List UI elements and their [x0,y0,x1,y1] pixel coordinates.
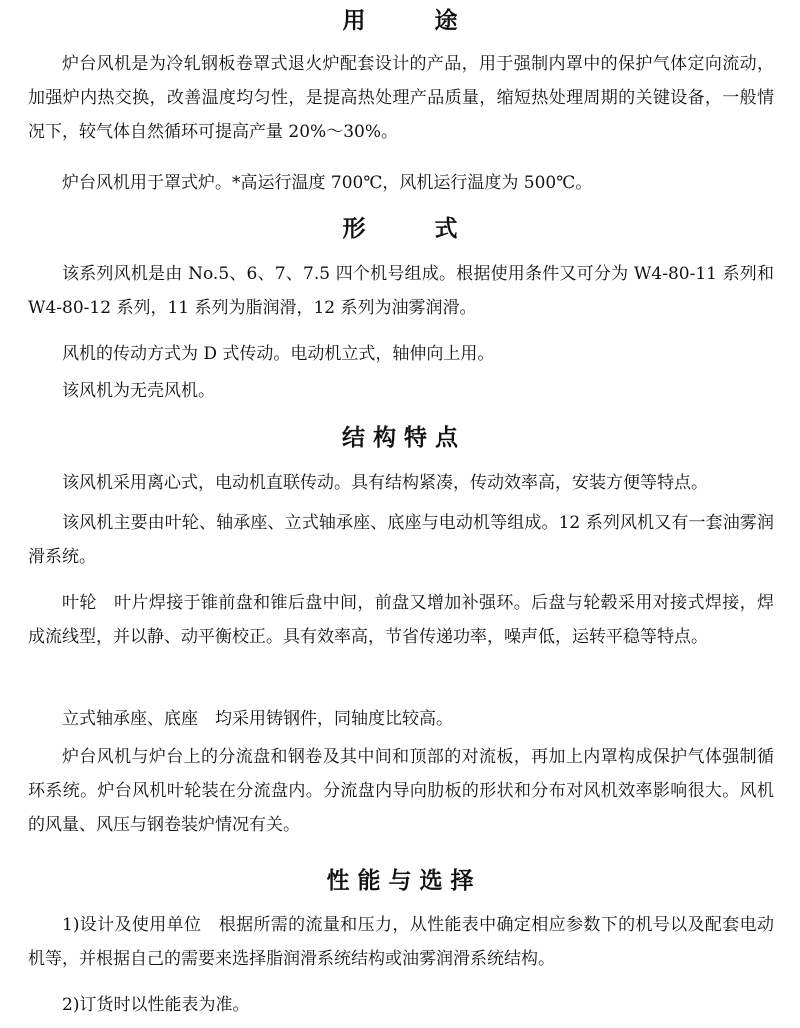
paragraph-usage-2: 炉台风机用于罩式炉。*高运行温度 700℃，风机运行温度为 500℃。 [62,173,593,193]
heading-structure: 结 构 特 点 [341,424,459,451]
paragraph-form-1: 该系列风机是由 No.5、6、7、7.5 四个机号组成。根据使用条件又可分为 W4-80-11 系列和 W4-80-12 系列，11 系列为脂润滑，12 系列为油雾润滑。 [28,264,774,318]
paragraph-structure-1: 该风机采用离心式，电动机直联传动。具有结构紧凑，传动效率高，安装方便等特点。 [62,473,708,493]
paragraph-form-3: 该风机为无壳风机。 [62,381,215,401]
paragraph-performance-1: 1)设计及使用单位 根据所需的流量和压力，从性能表中确定相应参数下的机号以及配套电动机等，并根据自己的需要来选择脂润滑系统结构或油雾润滑系统结构。 [28,915,774,969]
paragraph-form-2: 风机的传动方式为 D 式传动。电动机立式，轴伸向上用。 [62,344,495,364]
paragraph-structure-2: 该风机主要由叶轮、轴承座、立式轴承座、底座与电动机等组成。12 系列风机又有一套油雾润滑系统。 [28,513,774,567]
heading-usage: 用 途 [342,7,458,34]
paragraph-performance-2: 2)订货时以性能表为准。 [62,995,250,1015]
heading-performance: 性 能 与 选 择 [326,867,474,894]
paragraph-usage-1: 炉台风机是为冷轧钢板卷罩式退火炉配套设计的产品，用于强制内罩中的保护气体定向流动，加强炉内热交换，改善温度均匀性，是提高热处理产品质量，缩短热处理周期的关键设备，一般情况下，较气体自然循环可提高产量 20%～30%。 [28,54,774,142]
paragraph-structure-bearing: 立式轴承座、底座 均采用铸钢件，同轴度比较高。 [62,709,453,729]
paragraph-structure-system: 炉台风机与炉台上的分流盘和钢卷及其中间和顶部的对流板，再加上内罩构成保护气体强制循环系统。炉台风机叶轮装在分流盘内。分流盘内导向肋板的形状和分布对风机效率影响很大。风机的风量、风压与钢卷装炉情况有关。 [28,747,774,835]
paragraph-structure-impeller: 叶轮 叶片焊接于锥前盘和锥后盘中间，前盘又增加补强环。后盘与轮毂采用对接式焊接，焊成流线型，并以静、动平衡校正。具有效率高，节省传递功率，噪声低，运转平稳等特点。 [28,593,774,647]
heading-form: 形 式 [342,215,458,242]
